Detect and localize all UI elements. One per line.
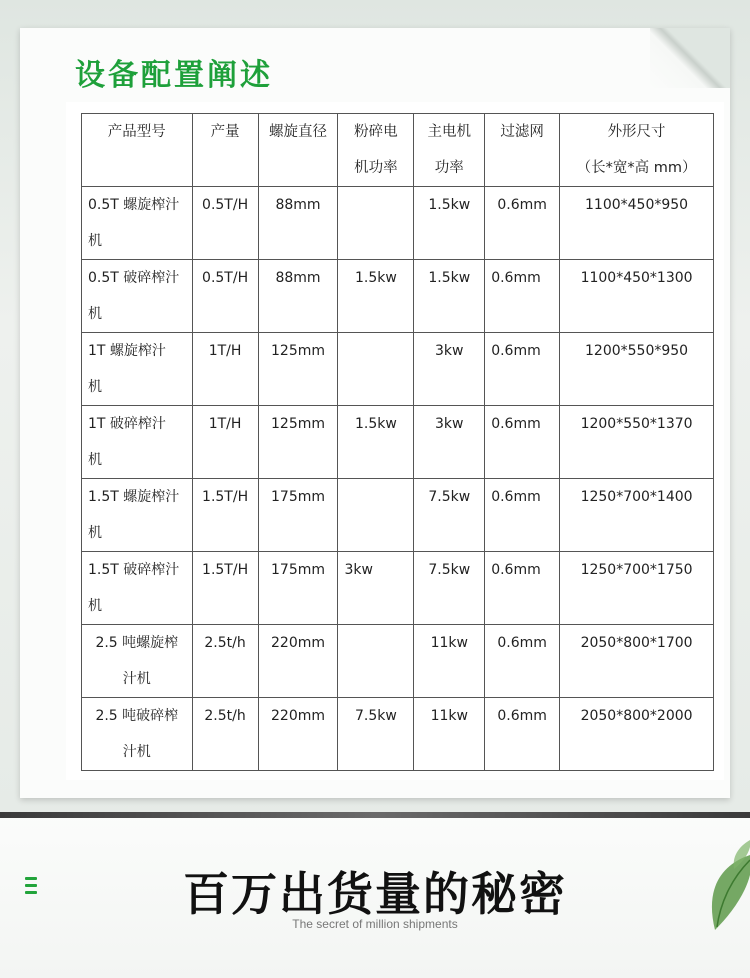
cell-motor-power: 1.5kw	[414, 187, 485, 260]
cell-diameter: 125mm	[258, 406, 338, 479]
cell-diameter: 88mm	[258, 260, 338, 333]
header-diameter: 螺旋直径	[258, 114, 338, 187]
cell-diameter: 175mm	[258, 552, 338, 625]
cell-size: 1200*550*1370	[560, 406, 714, 479]
spec-table	[81, 113, 714, 771]
cell-motor-power: 11kw	[414, 698, 485, 771]
cell-model: 2.5 吨破碎榨 汁机	[82, 698, 193, 771]
table-row	[82, 698, 714, 771]
header-model: 产品型号	[82, 114, 193, 187]
cell-crusher-power	[338, 625, 414, 698]
table-row	[82, 552, 714, 625]
cell-output: 0.5T/H	[192, 260, 258, 333]
cell-diameter: 220mm	[258, 625, 338, 698]
cell-size: 1200*550*950	[560, 333, 714, 406]
cell-model: 1T 破碎榨汁 机	[82, 406, 193, 479]
cell-filter: 0.6mm	[485, 625, 560, 698]
cell-diameter: 125mm	[258, 333, 338, 406]
cell-size: 2050*800*2000	[560, 698, 714, 771]
header-crusher-power: 粉碎电 机功率	[338, 114, 414, 187]
cell-motor-power: 7.5kw	[414, 552, 485, 625]
table-row	[82, 406, 714, 479]
header-output: 产量	[192, 114, 258, 187]
leaf-icon	[690, 835, 750, 945]
cell-model: 0.5T 螺旋榨汁 机	[82, 187, 193, 260]
cell-model: 0.5T 破碎榨汁 机	[82, 260, 193, 333]
header-size: 外形尺寸 （长*宽*高 mm）	[560, 114, 714, 187]
cell-size: 1250*700*1750	[560, 552, 714, 625]
table-row	[82, 625, 714, 698]
cell-diameter: 88mm	[258, 187, 338, 260]
cell-filter: 0.6mm	[485, 479, 560, 552]
cell-output: 1T/H	[192, 406, 258, 479]
cell-motor-power: 3kw	[414, 333, 485, 406]
paper-curl	[650, 28, 730, 88]
cell-crusher-power	[338, 333, 414, 406]
table-header-row	[82, 114, 714, 187]
header-filter: 过滤网	[485, 114, 560, 187]
footer-subtitle: The secret of million shipments	[292, 917, 458, 931]
cell-filter: 0.6mm	[485, 552, 560, 625]
cell-motor-power: 7.5kw	[414, 479, 485, 552]
cell-filter: 0.6mm	[485, 260, 560, 333]
cell-crusher-power: 7.5kw	[338, 698, 414, 771]
cell-filter: 0.6mm	[485, 698, 560, 771]
cell-output: 1T/H	[192, 333, 258, 406]
cell-motor-power: 1.5kw	[414, 260, 485, 333]
cell-motor-power: 11kw	[414, 625, 485, 698]
header-motor-power: 主电机 功率	[414, 114, 485, 187]
cell-output: 0.5T/H	[192, 187, 258, 260]
cell-output: 2.5t/h	[192, 625, 258, 698]
cell-filter: 0.6mm	[485, 187, 560, 260]
cell-model: 1.5T 螺旋榨汁 机	[82, 479, 193, 552]
cell-output: 1.5T/H	[192, 479, 258, 552]
table-row	[82, 333, 714, 406]
cell-size: 1250*700*1400	[560, 479, 714, 552]
cell-diameter: 220mm	[258, 698, 338, 771]
section-title: 设备配置阐述	[75, 58, 273, 93]
cell-output: 2.5t/h	[192, 698, 258, 771]
cell-crusher-power	[338, 479, 414, 552]
cell-motor-power: 3kw	[414, 406, 485, 479]
cell-model: 1T 螺旋榨汁 机	[82, 333, 193, 406]
cell-size: 2050*800*1700	[560, 625, 714, 698]
table-row	[82, 187, 714, 260]
cell-crusher-power: 1.5kw	[338, 406, 414, 479]
cell-diameter: 175mm	[258, 479, 338, 552]
cell-model: 1.5T 破碎榨汁 机	[82, 552, 193, 625]
section-divider	[0, 812, 750, 818]
cell-size: 1100*450*1300	[560, 260, 714, 333]
cell-filter: 0.6mm	[485, 333, 560, 406]
cell-model: 2.5 吨螺旋榨 汁机	[82, 625, 193, 698]
cell-crusher-power: 1.5kw	[338, 260, 414, 333]
cell-filter: 0.6mm	[485, 406, 560, 479]
cell-size: 1100*450*950	[560, 187, 714, 260]
footer-title: 百万出货量的秘密	[183, 867, 567, 921]
table-row	[82, 479, 714, 552]
table-row	[82, 260, 714, 333]
cell-crusher-power	[338, 187, 414, 260]
cell-crusher-power: 3kw	[338, 552, 414, 625]
cell-output: 1.5T/H	[192, 552, 258, 625]
